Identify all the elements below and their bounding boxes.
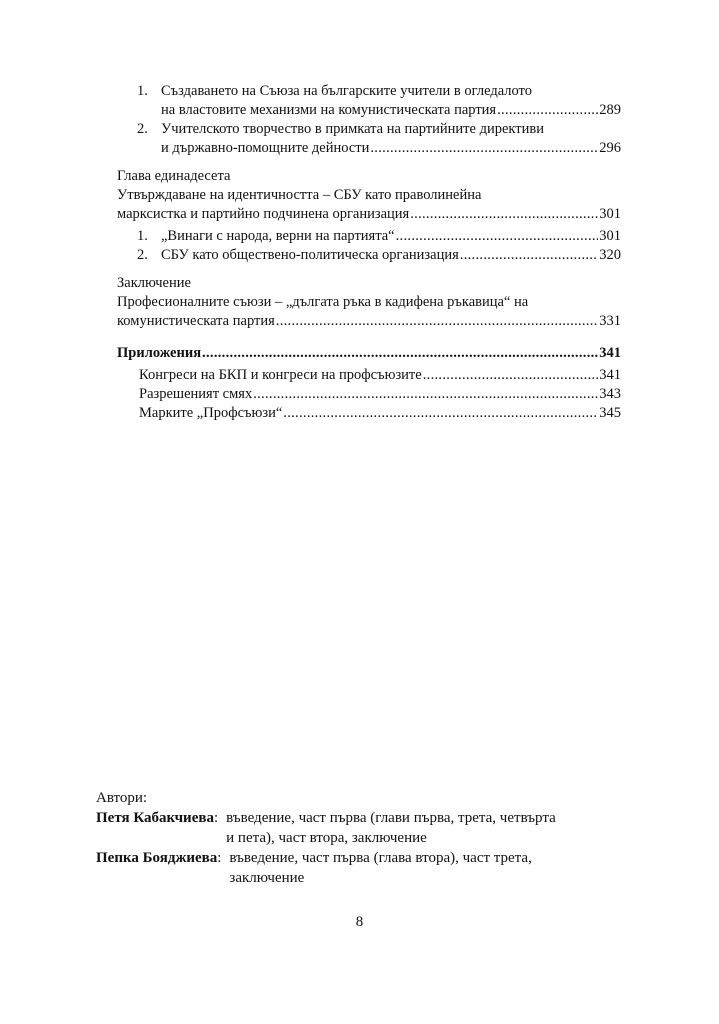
- toc-entry-title: Създаването на Съюза на българските учители в огледалото: [161, 83, 532, 99]
- toc-entry: [117, 227, 621, 246]
- chapter-title-text: марксистка и партийно подчинена организация: [117, 206, 410, 222]
- toc-page-number: 331: [599, 313, 621, 329]
- leader-dots: [396, 227, 599, 246]
- conclusion-title: [117, 293, 621, 312]
- page-number: 8: [355, 914, 364, 930]
- toc-entry-title: Разрешеният смях: [139, 386, 253, 402]
- leader-dots: [253, 385, 598, 404]
- author-role: въведение, част първа (глави първа, трета, четвърта и пета), част втора, заключение: [226, 810, 556, 846]
- toc-entry-title: Конгреси на БКП и конгреси на профсъюзите: [139, 367, 422, 383]
- table-of-contents: [117, 82, 621, 423]
- leader-dots: [202, 344, 598, 363]
- toc-entry: [117, 120, 621, 139]
- toc-entry-title: на властовите механизми на комунистическата партия: [161, 102, 497, 118]
- conclusion-title-text: комунистическата партия: [117, 313, 275, 329]
- leader-dots: [460, 246, 598, 265]
- chapter-title: [117, 205, 621, 224]
- leader-dots: [497, 101, 598, 120]
- toc-entry-title: СБУ като обществено-политическа организация: [161, 247, 459, 263]
- toc-entry: [117, 101, 621, 120]
- leader-dots: [276, 312, 598, 331]
- conclusion-title: [117, 312, 621, 331]
- toc-page-number: 341: [599, 367, 621, 383]
- toc-entry: [117, 246, 621, 265]
- toc-entry-number: 1.: [137, 228, 148, 244]
- leader-dots: [370, 139, 598, 158]
- toc-page-number: 289: [599, 102, 621, 118]
- toc-page-number: 343: [599, 386, 621, 402]
- conclusion-title-text: Професионалните съюзи – „дългата ръка в кадифена ръкавица“ на: [117, 294, 529, 310]
- toc-page-number: 301: [599, 228, 621, 244]
- toc-entry: [117, 139, 621, 158]
- chapter-heading-text: Глава единадесета: [117, 168, 231, 184]
- toc-page-number: 345: [599, 405, 621, 421]
- toc-entry-title: „Винаги с народа, верни на партията“: [161, 228, 395, 244]
- appendices-title: Приложения: [117, 345, 202, 361]
- toc-entry: [117, 82, 621, 101]
- toc-entry-title: Учителското творчество в примката на партийните директиви: [161, 121, 544, 137]
- appendices-heading: [117, 344, 621, 363]
- author-entry: [96, 808, 626, 848]
- toc-entry-number: 2.: [137, 121, 148, 137]
- conclusion-heading: [117, 274, 621, 293]
- author-name: Петя Кабакчиева:: [96, 810, 219, 826]
- toc-page-number: 296: [599, 140, 621, 156]
- leader-dots: [283, 404, 598, 423]
- toc-page-number: 301: [599, 206, 621, 222]
- conclusion-heading-text: Заключение: [117, 275, 191, 291]
- author-name: Пепка Бояджиева:: [96, 850, 222, 866]
- chapter-title: [117, 186, 621, 205]
- author-entry: [96, 848, 626, 888]
- authors-section: [96, 788, 626, 888]
- toc-entry-title: Марките „Профсъюзи“: [139, 405, 283, 421]
- toc-entry-title: и държавно-помощните дейности: [161, 140, 370, 156]
- leader-dots: [423, 366, 599, 385]
- chapter-heading: [117, 167, 621, 186]
- toc-page-number: 320: [599, 247, 621, 263]
- toc-entry: [117, 404, 621, 423]
- toc-entry-number: 2.: [137, 247, 148, 263]
- toc-page-number: 341: [599, 345, 621, 361]
- toc-entry-number: 1.: [137, 83, 148, 99]
- author-role: въведение, част първа (глава втора), част трета, заключение: [229, 850, 532, 886]
- authors-label: Автори:: [96, 790, 148, 806]
- toc-entry: [117, 366, 621, 385]
- chapter-title-text: Утвърждаване на идентичността – СБУ като праволинейна: [117, 187, 482, 203]
- leader-dots: [410, 205, 598, 224]
- toc-entry: [117, 385, 621, 404]
